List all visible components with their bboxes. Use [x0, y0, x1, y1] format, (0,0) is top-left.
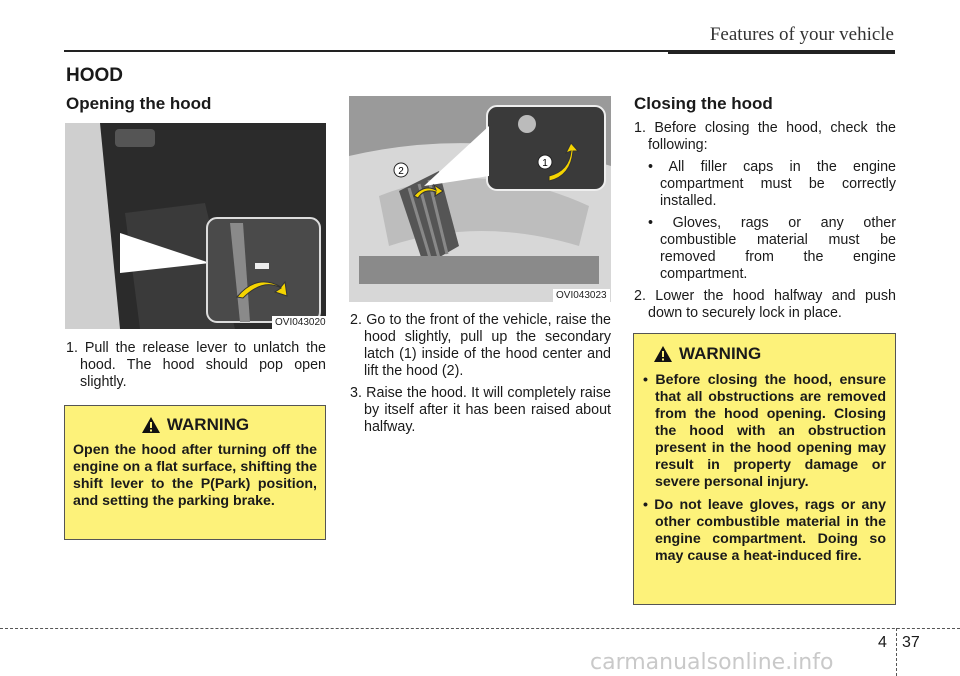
latch-label-1: 1: [542, 158, 548, 169]
section-title: HOOD: [66, 65, 123, 86]
middle-steps: [350, 312, 611, 441]
closing-warning-bullet-1: • Before closing the hood, ensure that all obstructions are removed from the hood opening. Closing the hood with an obstruction present in the hood opening may result in property damage or severe personal injury.: [643, 372, 886, 490]
closing-warning-box: [633, 333, 896, 605]
closing-warning-text: [643, 372, 886, 565]
opening-step-1: 1. Pull the release lever to unlatch the hood. The hood should pop open slightly.: [66, 340, 326, 390]
photo1-caption: OVI043020: [272, 316, 329, 329]
hood-latch-photo: [349, 96, 611, 302]
latch-label-2: 2: [398, 166, 404, 177]
opening-steps: [66, 340, 326, 396]
opening-warning-head: [73, 415, 317, 435]
page-number: 37: [902, 634, 920, 651]
closing-heading: Closing the hood: [634, 94, 773, 113]
hood-latch-illustration: [349, 96, 611, 302]
warning-icon: [141, 416, 161, 434]
watermark: carmanualsonline.info: [590, 650, 834, 675]
warning-icon: [653, 345, 673, 363]
opening-warning-title: WARNING: [166, 415, 250, 434]
running-header: Features of your vehicle: [709, 24, 894, 45]
chapter-number: 4: [878, 634, 887, 651]
closing-step-1: 1. Before closing the hood, check the following:: [634, 120, 896, 153]
opening-heading: Opening the hood: [66, 94, 212, 113]
step-2: 2. Go to the front of the vehicle, raise the hood slightly, pull up the secondary latch (1) inside of the hood center and lift the hood (2).: [350, 312, 611, 379]
closing-step-2: 2. Lower the hood halfway and push down to securely lock in place.: [634, 288, 896, 321]
header-rule-accent: [668, 51, 895, 54]
closing-warning-head: [653, 344, 886, 364]
release-lever-photo: [65, 123, 326, 329]
step-3: 3. Raise the hood. It will completely raise by itself after it has been raised about halfway.: [350, 385, 611, 435]
page-number-separator: [896, 628, 897, 676]
closing-warning-bullet-2: • Do not leave gloves, rags or any other combustible material in the engine compartment. Doing so may cause a heat-induced fire.: [643, 497, 886, 564]
opening-warning-text: Open the hood after turning off the engine on a flat surface, shifting the shift lever to the P(Park) position, and setting the parking brake.: [73, 442, 317, 509]
closing-warning-title: WARNING: [679, 344, 762, 363]
closing-bullet-1: • All filler caps in the engine compartment must be correctly installed.: [648, 159, 896, 209]
release-lever-illustration: [65, 123, 326, 329]
opening-warning-box: [64, 405, 326, 540]
footer-rule: [0, 628, 960, 629]
closing-bullet-2: • Gloves, rags or any other combustible material must be removed from the engine compartment.: [648, 215, 896, 282]
closing-steps: [634, 120, 896, 327]
photo2-caption: OVI043023: [553, 289, 610, 302]
